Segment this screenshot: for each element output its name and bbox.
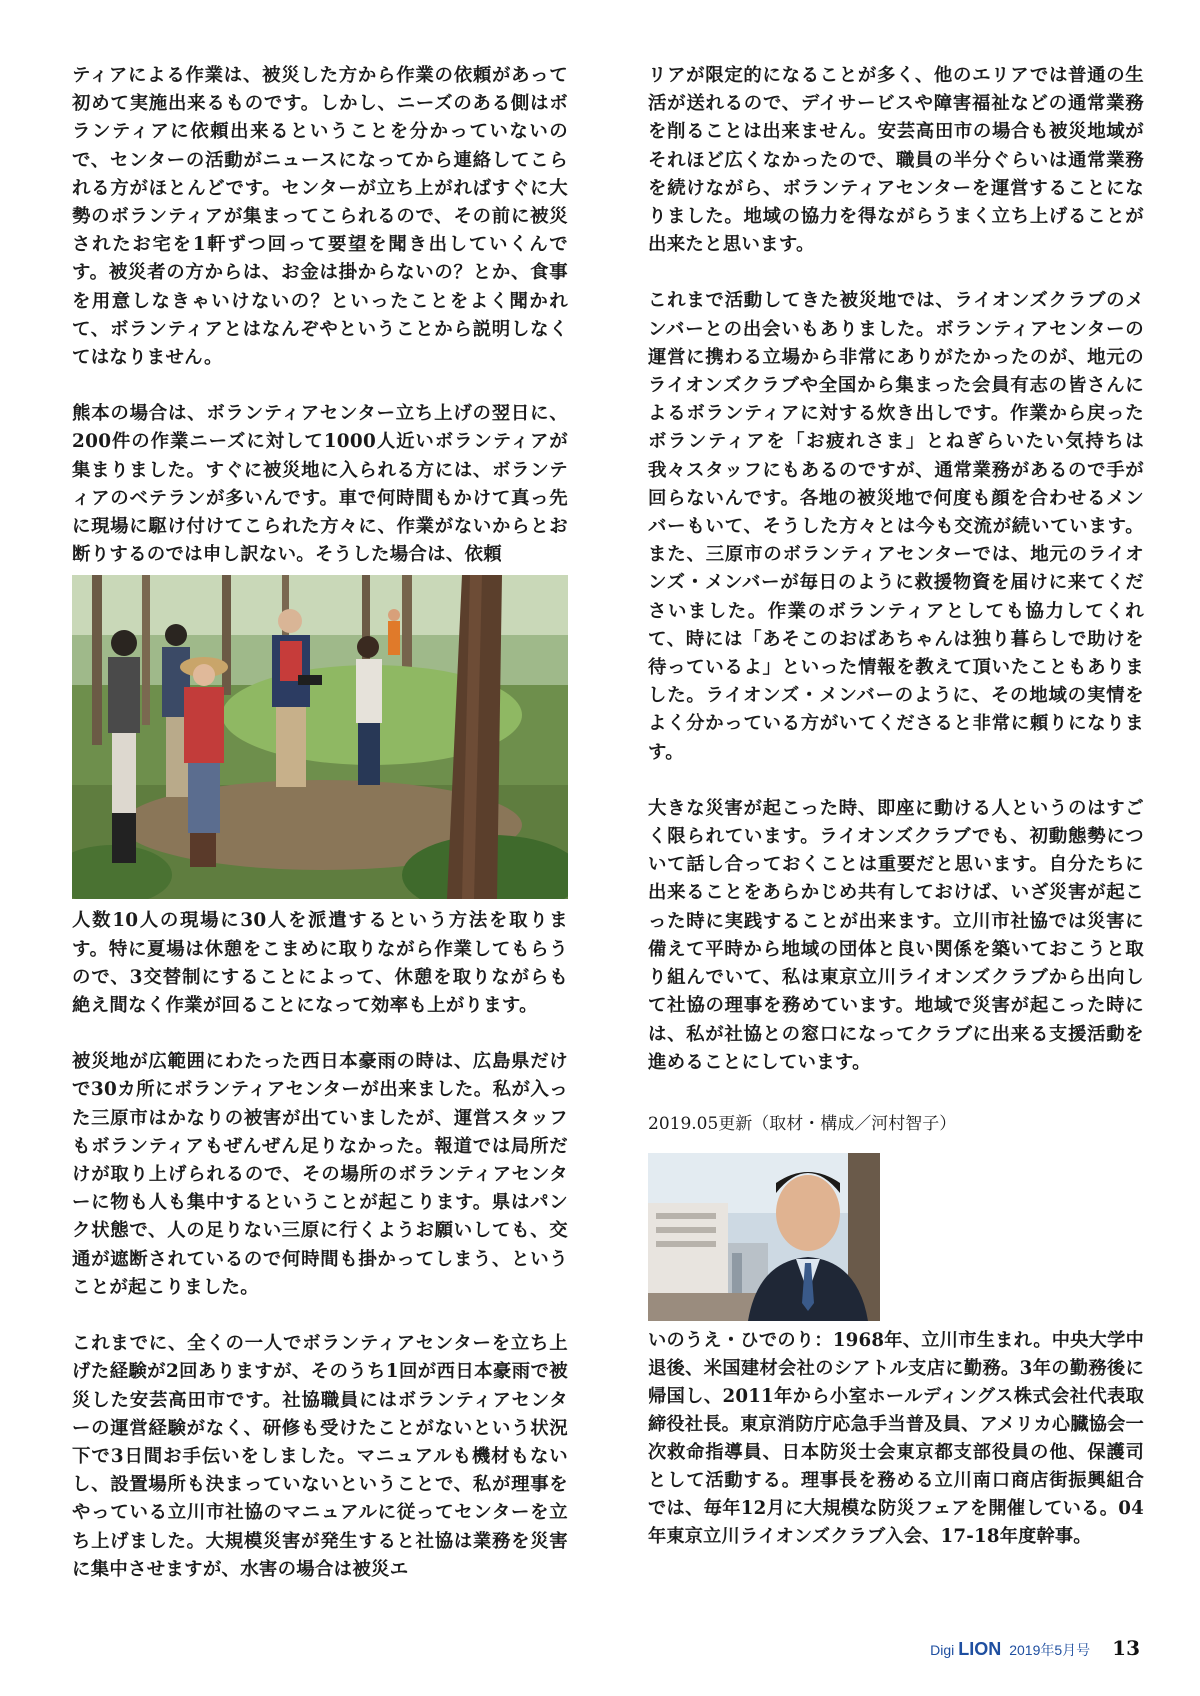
paragraph: ティアによる作業は、被災した方から作業の依頼があって初めて実施出来るものです。しかし、ニーズのある側はボランティアに依頼出来るということを分かっていないので、センターの活動がニュースになってから連絡してこられる方がほとんどです。センターが立ち上がればすぐに大勢のボランティアが集まってこられるので、その前に被災されたお宅を1軒ずつ回って要望を聞き出していくんです。被災者の方からは、お金は掛からないの？とか、食事を用意しなきゃいけないの？といったことをよく聞かれて、ボランティアとはなんぞやということから説明しなくてはなりません。 [72, 65, 568, 369]
paragraph: 熊本の場合は、ボランティアセンター立ち上げの翌日に、200件の作業ニーズに対して1000人近いボランティアが集まりました。すぐに被災地に入られる方には、ボランティアのベテランが多いんです。車で何時間もかけて真っ先に現場に駆け付けてこられた方々に、作業がないからとお断りするのでは申し訳ない。そうした場合は、依頼 [72, 403, 568, 566]
paragraph: 被災地が広範囲にわたった西日本豪雨の時は、広島県だけで30カ所にボランティアセンターが出来ました。私が入った三原市はかなりの被害が出ていましたが、運営スタッフもボランティアもぜんぜん足りなかった。報道では局所だけが取り上げられるので、その場所のボランティアセンターに物も人も集中するということが起こります。県はパンク状態で、人の足りない三原に行くようお願いしても、交通が遮断されているので何時間も掛かってしまう、ということが起こりました。 [72, 1051, 568, 1298]
brand-digi: Digi [930, 1642, 955, 1658]
volunteer-forest-photo [72, 575, 568, 899]
paragraph: リアが限定的になることが多く、他のエリアでは普通の生活が送れるので、デイサービスや障害福祉などの通常業務を削ることは出来ません。安芸高田市の場合も被災地域がそれほど広くなかったので、職員の半分ぐらいは通常業務を続けながら、ボランティアセンターを運営することになりました。地域の協力を得ながらうまく立ち上げることが出来たと思います。 [648, 65, 1144, 256]
paragraph: これまで活動してきた被災地では、ライオンズクラブのメンバーとの出会いもありました。ボランティアセンターの運営に携わる立場から非常にありがたかったのが、地元のライオンズクラブや全国から集まった会員有志の皆さんによるボランティアに対する炊き出しです。作業から戻ったボランティアを「お疲れさま」とねぎらいたい気持ちは我々スタッフにもあるのですが、通常業務があるので手が回らないんです。各地の被災地で何度も顔を合わせるメンバーもいて、そうした方々とは今も交流が続いています。また、三原市のボランティアセンターでは、地元のライオンズ・メンバーが毎日のように救援物資を届けに来てくださいました。作業のボランティアとしても協力してくれて、時には「あそこのおばあちゃんは独り暮らしで助けを待っているよ」といった情報を教えて頂いたこともありました。ライオンズ・メンバーのように、その地域の実情をよく分かっている方がいてくださると非常に頼りになります。 [648, 290, 1144, 763]
paragraph: 大きな災害が起こった時、即座に動ける人というのはすごく限られています。ライオンズクラブでも、初動態勢について話し合っておくことは重要だと思います。自分たちに出来ることをあらかじめ共有しておけば、いざ災害が起こった時に実践することが出来ます。立川市社協では災害に備えて平時から地域の団体と良い関係を築いておこうと取り組んでいて、私は東京立川ライオンズクラブから出向して社協の理事を務めています。地域で災害が起こった時には、私が社協との窓口になってクラブに出来る支援活動を進めることにしています。 [648, 797, 1144, 1073]
author-bio: いのうえ・ひでのり：1968年、立川市生まれ。中央大学中退後、米国建材会社のシアトル支店に勤務。3年の勤務後に帰国し、2011年から小室ホールディングス株式会社代表取締役社長。東京消防庁応急手当普及員、アメリカ心臓協会一次救命指導員、日本防災士会東京都支部役員の他、保護司として活動する。理事長を務める立川南口商店街振興組合では、毎年12月に大規模な防災フェアを開催している。04年東京立川ライオンズクラブ入会、17-18年度幹事。 [648, 1329, 1144, 1547]
page-footer [930, 1636, 1140, 1660]
brand-lion: LION [958, 1639, 1002, 1659]
right-column [648, 62, 1144, 1551]
paragraph: これまでに、全くの一人でボランティアセンターを立ち上げた経験が2回ありますが、そのうち1回が西日本豪雨で被災した安芸高田市です。社協職員にはボランティアセンターの運営経験がなく、研修も受けたことがないという状況下で3日間お手伝いをしました。マニュアルも機材もないし、設置場所も決まっていないということで、私が理事をやっている立川市社協のマニュアルに従ってセンターを立ち上げました。大規模災害が発生すると社協は業務を災害に集中させますが、水害の場合は被災エ [72, 1333, 568, 1580]
author-portrait [648, 1153, 880, 1321]
left-column [72, 62, 568, 1584]
paragraph: 人数10人の現場に30人を派遣するという方法を取ります。特に夏場は休憩をこまめに取りながら作業してもらうので、3交替制にすることによって、休憩を取りながらも絶え間なく作業が回ることになって効率も上がります。 [72, 910, 568, 1017]
issue-label: 2019年5月号 [1009, 1642, 1091, 1658]
article-credit: 2019.05更新（取材・構成／河村智子） [648, 1113, 957, 1134]
page-number: 13 [1112, 1636, 1140, 1660]
